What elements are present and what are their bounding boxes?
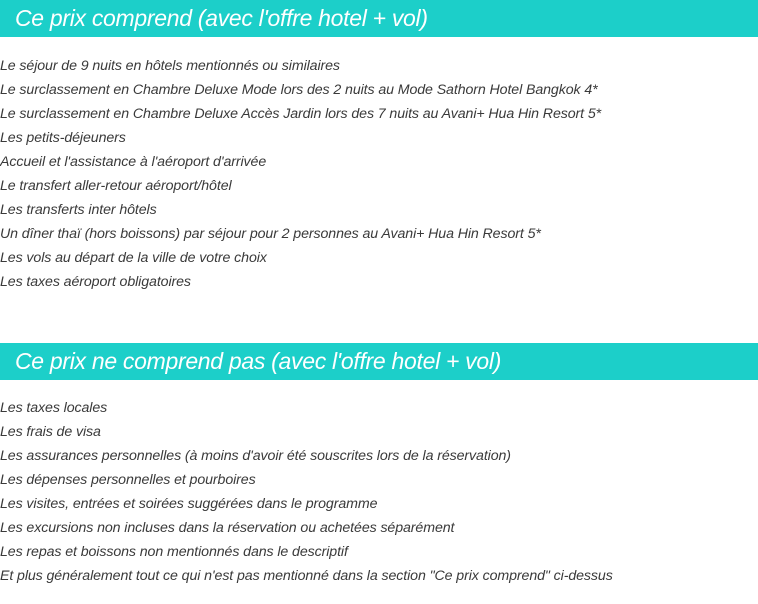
included-items-list — [0, 54, 601, 294]
included-item: Les petits-déjeuners — [0, 130, 126, 146]
excluded-item: Les taxes locales — [0, 400, 108, 416]
included-item: Le transfert aller-retour aéroport/hôtel — [0, 178, 232, 194]
excluded-section-title: Ce prix ne comprend pas (avec l'offre hotel + vol) — [15, 348, 502, 374]
excluded-item: Et plus généralement tout ce qui n'est pas mentionné dans la section "Ce prix comprend" ci-dessus — [0, 568, 613, 584]
excluded-item: Les frais de visa — [0, 424, 101, 440]
included-item: Le surclassement en Chambre Deluxe Accès Jardin lors des 7 nuits au Avani+ Hua Hin Resort 5* — [0, 106, 602, 122]
included-item: Accueil et l'assistance à l'aéroport d'arrivée — [0, 154, 267, 170]
included-item: Le surclassement en Chambre Deluxe Mode lors des 2 nuits au Mode Sathorn Hotel Bangkok 4* — [0, 82, 598, 98]
included-item: Un dîner thaï (hors boissons) par séjour pour 2 personnes au Avani+ Hua Hin Resort 5* — [0, 226, 541, 242]
excluded-item: Les repas et boissons non mentionnés dans le descriptif — [0, 544, 348, 560]
excluded-item: Les dépenses personnelles et pourboires — [0, 472, 256, 488]
included-item: Les vols au départ de la ville de votre choix — [0, 250, 267, 266]
excluded-items-list — [0, 396, 613, 588]
included-item: Les taxes aéroport obligatoires — [0, 274, 191, 290]
included-section-header — [0, 0, 758, 37]
included-section-title: Ce prix comprend (avec l'offre hotel + vol) — [15, 5, 428, 31]
excluded-item: Les visites, entrées et soirées suggérées dans le programme — [0, 496, 378, 512]
excluded-item: Les excursions non incluses dans la réservation ou achetées séparément — [0, 520, 455, 536]
included-item: Les transferts inter hôtels — [0, 202, 157, 218]
included-item: Le séjour de 9 nuits en hôtels mentionnés ou similaires — [0, 58, 340, 74]
excluded-item: Les assurances personnelles (à moins d'avoir été souscrites lors de la réservation) — [0, 448, 511, 464]
excluded-section-header — [0, 343, 758, 380]
